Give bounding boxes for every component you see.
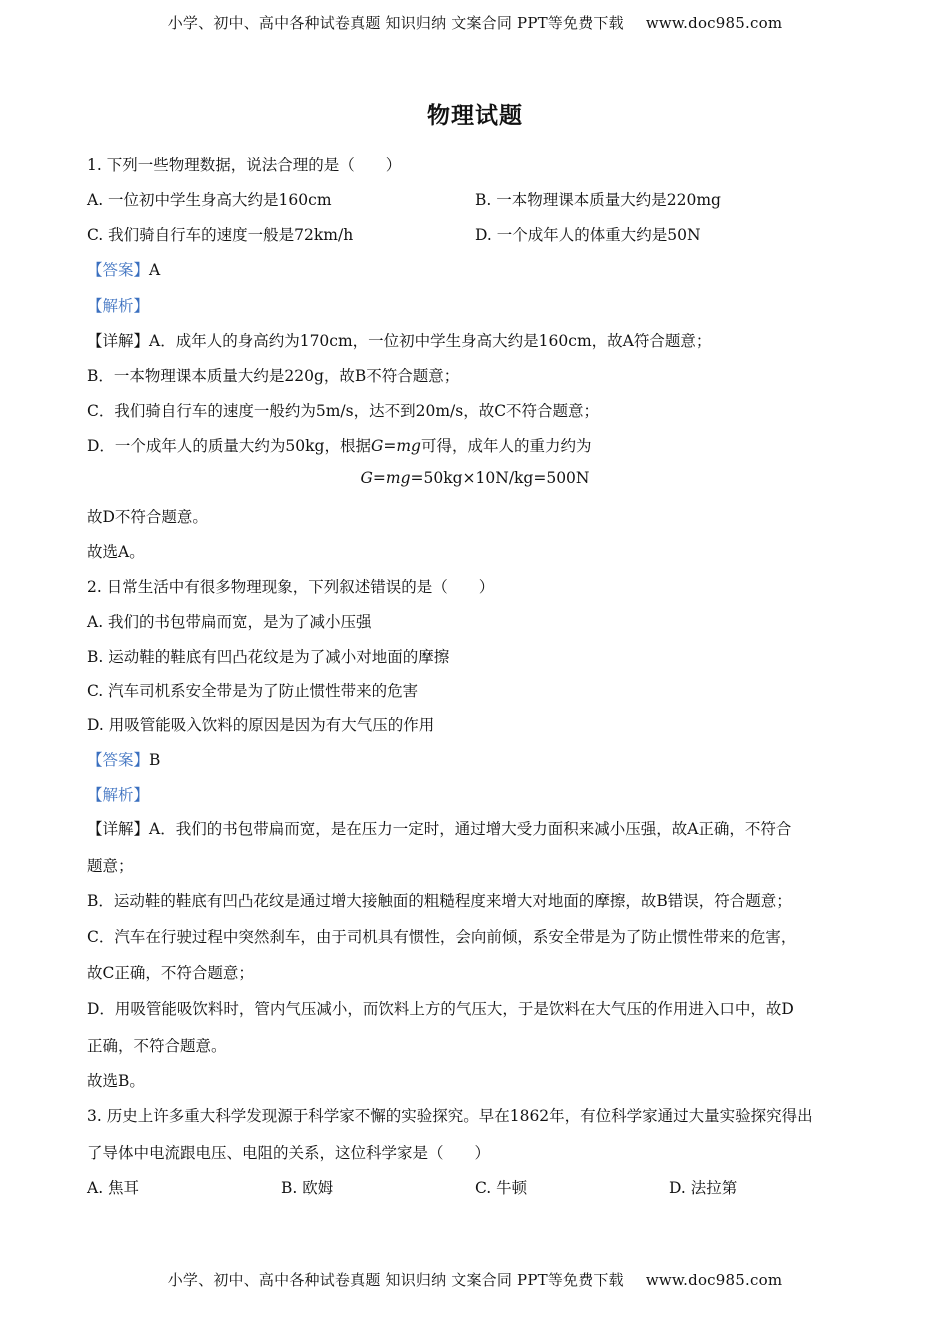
q1-option-c: C. 我们骑自行车的速度一般是72km/h bbox=[87, 226, 354, 244]
q2-detail-4b: 正确，不符合题意。 bbox=[87, 1037, 227, 1055]
header-text: 小学、初中、高中各种试卷真题 知识归纳 文案合同 PPT等免费下载 bbox=[167, 14, 624, 32]
q1-option-b: B. 一本物理课本质量大约是220mg bbox=[475, 191, 721, 209]
q2-conclusion: 故选B。 bbox=[87, 1072, 145, 1090]
q1-conclusion: 故选A。 bbox=[87, 543, 145, 561]
page-footer bbox=[0, 1269, 950, 1290]
q2-option-c: C. 汽车司机系安全带是为了防止惯性带来的危害 bbox=[87, 682, 419, 700]
q1-answer bbox=[87, 258, 160, 280]
q2-detail-1 bbox=[87, 817, 791, 839]
footer-site-link[interactable]: www.doc985.com bbox=[645, 1271, 783, 1289]
formula-var: G bbox=[360, 469, 373, 487]
q3-option-b: B. 欧姆 bbox=[281, 1179, 334, 1197]
answer-value: A bbox=[149, 261, 161, 279]
page-header bbox=[0, 12, 950, 33]
q3-option-a: A. 焦耳 bbox=[87, 1179, 140, 1197]
detail-text: A．我们的书包带扁而宽，是在压力一定时，通过增大受力面积来减小压强，故A正确，不符合 bbox=[149, 820, 792, 838]
q2-detail-1b: 题意； bbox=[87, 857, 134, 875]
q1-detail-5: 故D不符合题意。 bbox=[87, 508, 208, 526]
q2-stem: 2. 日常生活中有很多物理现象，下列叙述错误的是（ ） bbox=[87, 578, 495, 596]
q2-detail-3: C．汽车在行驶过程中突然刹车，由于司机具有惯性，会向前倾，系安全带是为了防止惯性带来的危害， bbox=[87, 928, 797, 946]
q1-analysis bbox=[87, 294, 149, 316]
analysis-tag: 【解析】 bbox=[87, 297, 150, 315]
q1-detail-1 bbox=[87, 329, 711, 351]
q2-detail-3b: 故C正确，不符合题意； bbox=[87, 964, 254, 982]
analysis-tag: 【解析】 bbox=[87, 786, 150, 804]
q3-stem-1: 3. 历史上许多重大科学发现源于科学家不懈的实验探究。早在1862年，有位科学家通过大量实验探究得出 bbox=[87, 1107, 813, 1125]
q1-stem: 1. 下列一些物理数据，说法合理的是（ ） bbox=[87, 156, 402, 174]
detail-tag: 【详解】 bbox=[87, 332, 150, 350]
header-site-link[interactable]: www.doc985.com bbox=[645, 14, 783, 32]
detail-text: D．一个成年人的质量大约为50kg，根据 bbox=[87, 437, 371, 455]
detail-text: 可得，成年人的重力约为 bbox=[420, 437, 592, 455]
q3-stem-2: 了导体中电流跟电压、电阻的关系，这位科学家是（ ） bbox=[87, 1144, 491, 1162]
answer-tag: 【答案】 bbox=[87, 751, 150, 769]
q2-detail-2: B．运动鞋的鞋底有凹凸花纹是通过增大接触面的粗糙程度来增大对地面的摩擦，故B错误，符合题意； bbox=[87, 892, 792, 910]
q1-formula bbox=[0, 469, 950, 487]
formula-var: mg bbox=[385, 469, 411, 487]
q2-option-b: B. 运动鞋的鞋底有凹凸花纹是为了减小对地面的摩擦 bbox=[87, 648, 450, 666]
q1-detail-2: B．一本物理课本质量大约是220g，故B不符合题意； bbox=[87, 367, 460, 385]
detail-tag: 【详解】 bbox=[87, 820, 150, 838]
q2-option-a: A. 我们的书包带扁而宽，是为了减小压强 bbox=[87, 613, 372, 631]
formula-eq: = bbox=[372, 469, 386, 487]
q1-option-a: A. 一位初中学生身高大约是160cm bbox=[87, 191, 332, 209]
footer-text: 小学、初中、高中各种试卷真题 知识归纳 文案合同 PPT等免费下载 bbox=[167, 1271, 624, 1289]
q2-answer bbox=[87, 748, 160, 770]
formula-inline: G=mg bbox=[370, 437, 421, 455]
q3-option-d: D. 法拉第 bbox=[669, 1179, 738, 1197]
q1-option-d: D. 一个成年人的体重大约是50N bbox=[475, 226, 701, 244]
q2-detail-4: D．用吸管能吸饮料时，管内气压减小，而饮料上方的气压大，于是饮料在大气压的作用进入口中，故D bbox=[87, 1000, 794, 1018]
q3-option-c: C. 牛顿 bbox=[475, 1179, 528, 1197]
q2-analysis bbox=[87, 783, 149, 805]
q2-option-d: D. 用吸管能吸入饮料的原因是因为有大气压的作用 bbox=[87, 716, 435, 734]
answer-value: B bbox=[149, 751, 161, 769]
page-title: 物理试题 bbox=[427, 102, 523, 129]
q1-detail-3: C．我们骑自行车的速度一般约为5m/s，达不到20m/s，故C不符合题意； bbox=[87, 402, 600, 420]
q1-detail-4 bbox=[87, 434, 591, 456]
answer-tag: 【答案】 bbox=[87, 261, 150, 279]
formula-rest: =50kg×10N/kg=500N bbox=[410, 469, 590, 487]
detail-text: A．成年人的身高约为170cm，一位初中学生身高大约是160cm，故A符合题意； bbox=[149, 332, 712, 350]
